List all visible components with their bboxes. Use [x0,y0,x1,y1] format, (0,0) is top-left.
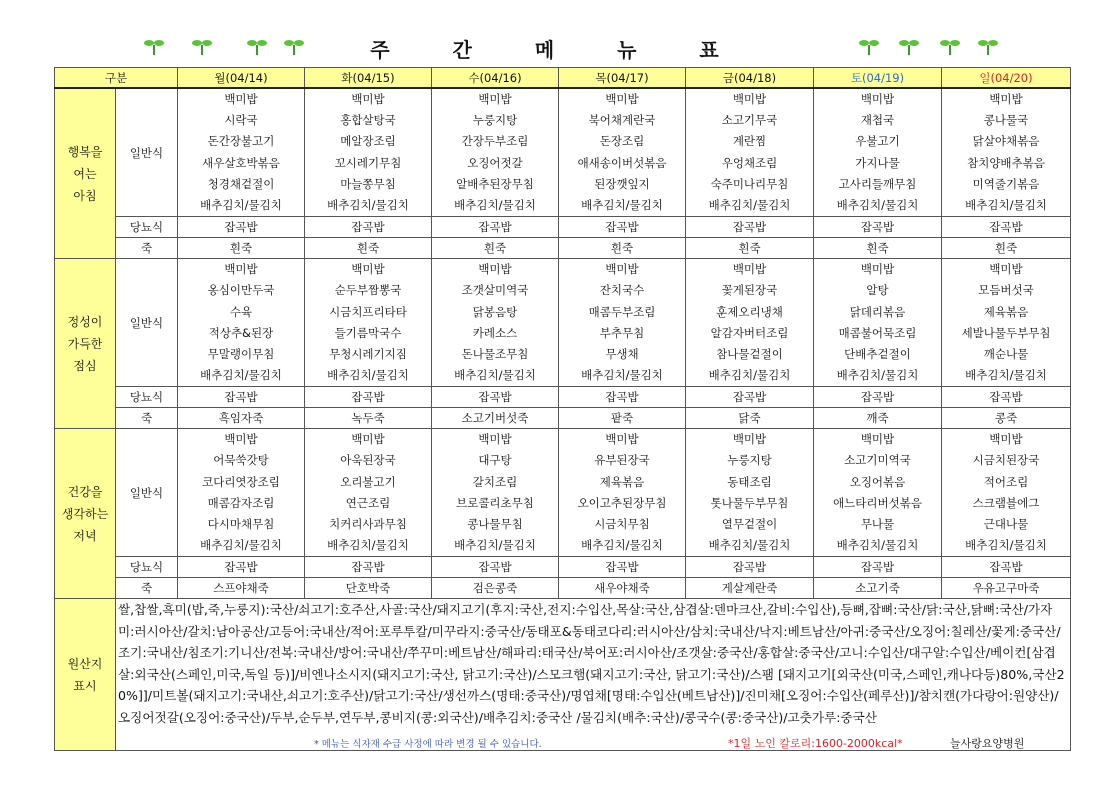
diabetic-item: 잡곡밥 [814,557,942,578]
menu-item: 백미밥 [605,262,639,277]
origin-label-line: 원산지 [67,656,103,671]
menu-item: 배추김치/물김치 [708,538,791,553]
day-menu-cell [686,429,814,557]
menu-change-note: * 메뉴는 식자재 수급 사정에 따라 변경 될 수 있습니다. [314,739,542,751]
menu-item: 대구탕 [478,453,512,468]
diabetic-item: 잡곡밥 [432,557,559,578]
diabetic-diet-label: 당뇨식 [116,387,178,408]
meal-time-label [55,259,116,429]
menu-item: 배추김치/물김치 [836,368,919,383]
menu-item: 누룽지탕 [727,453,772,468]
origin-row [55,599,1071,751]
diabetic-item: 잡곡밥 [686,387,814,408]
porridge-item: 소고기버섯죽 [432,408,559,429]
menu-item: 우불고기 [855,134,900,149]
menu-item: 배추김치/물김치 [327,368,409,383]
menu-item: 적어조림 [983,474,1029,489]
day-menu-cell [432,259,559,387]
menu-item: 백미밥 [860,92,895,106]
menu-item: 배추김치/물김치 [454,368,536,383]
menu-item: 꼬시레기무침 [334,155,402,170]
sprout-icon [898,36,920,56]
day-menu-cell [942,88,1071,217]
menu-item: 무말랭이무침 [207,346,275,361]
sprout-icon [191,36,213,56]
menu-item: 브로콜리초무침 [456,495,534,510]
header-row [55,68,1071,89]
origin-label-line: 표시 [73,678,97,693]
menu-item: 고사리들깨무침 [838,176,917,191]
day-header: 화(04/15) [305,68,432,89]
day-header: 월(04/14) [178,68,305,89]
menu-item: 적상추&된장 [208,325,274,340]
menu-item: 소고기무국 [721,113,778,128]
diabetic-diet-label: 당뇨식 [116,557,178,578]
menu-item: 제육볶음 [983,304,1029,319]
general-meal-row [55,88,1071,217]
calorie-note: *1일 노인 칼로리:1600-2000kcal* [728,737,903,751]
menu-item: 새우살호박볶음 [202,155,280,170]
diabetic-item: 잡곡밥 [178,387,305,408]
meal-time-line: 아침 [73,188,97,203]
menu-item: 참치양배추볶음 [967,155,1045,170]
menu-item: 우엉채조림 [721,155,778,170]
meal-time-line: 여는 [73,166,97,181]
menu-item: 백미밥 [605,432,639,447]
menu-item: 백미밥 [224,432,258,447]
meal-time-line: 저녁 [73,528,97,543]
menu-item: 백미밥 [860,432,895,447]
menu-item: 계란찜 [732,134,767,149]
general-meal-row [55,429,1071,557]
meal-time-line: 행복을 [67,144,103,159]
menu-item: 숙주미나리무침 [710,176,789,191]
menu-item: 배추김치/물김치 [454,538,536,553]
sprout-icon [143,36,165,56]
day-menu-cell [305,88,432,217]
menu-item: 메알장조림 [340,134,396,149]
menu-item: 미역줄기볶음 [972,176,1040,191]
menu-item: 오징어볶음 [849,474,906,489]
category-header: 구분 [55,68,178,89]
day-menu-cell [178,429,305,557]
general-diet-label: 일반식 [116,88,178,217]
diabetic-item: 잡곡밥 [942,217,1071,238]
day-menu-cell [686,259,814,387]
menu-item: 깨순나물 [983,346,1029,361]
menu-item: 닭봉음탕 [472,304,518,319]
origin-content [116,599,1071,751]
menu-item: 모듬버섯국 [978,283,1034,298]
menu-item: 순두부짬뽕국 [334,283,402,298]
general-diet-label: 일반식 [116,429,178,557]
day-header-saturday: 토(04/19) [814,68,942,89]
menu-item: 백미밥 [732,262,767,277]
menu-item: 백미밥 [989,92,1023,106]
menu-item: 백미밥 [605,92,639,106]
menu-item: 다시마채무침 [207,517,275,531]
porridge-item: 콩죽 [942,408,1071,429]
menu-item: 알감자버터조림 [710,325,789,340]
menu-item: 닭살야채볶음 [972,134,1040,149]
meal-time-label [55,88,116,259]
menu-item: 톳나물두부무침 [710,495,789,510]
sprout-icon [939,36,961,56]
diabetic-item: 잡곡밥 [432,217,559,238]
menu-item: 배추김치/물김치 [708,368,791,383]
menu-item: 애느타리버섯볶음 [833,495,922,510]
menu-item: 마늘쫑무침 [340,176,396,191]
menu-item: 시금치프리타타 [329,304,407,319]
diabetic-item: 잡곡밥 [432,387,559,408]
porridge-item: 흰죽 [178,238,305,259]
menu-item: 백미밥 [732,432,767,447]
day-menu-cell [686,88,814,217]
menu-item: 백미밥 [351,432,385,447]
menu-item: 백미밥 [351,262,385,277]
origin-text: 쌀,찹쌀,흑미(밥,죽,누룽지):국산/쇠고기:호주산,사골:국산/돼지고기(후지:국산,전지:수입산,목살:국산,삼겹살:덴마크산,갈비:수입산),등뼈,잡뼈:국산/닭:국산,닭뼈:국산/가자미:러시아산/갈치:남아공산/고등어:국내산/적어:포루투칼/미꾸라지:중국산/동태포&동태코다리:러시아산/삼치:국내산/낙지:베트남산/아귀:중국산/오징어:칠레산/꽃게:중국산/조기:국내산/침조기:기니산/전복:국내산/방어:국내산/쭈꾸미:베트남산/해파리:태국산/북어포:러시아산/조갯살:중국산/홍합살:중국산/고니:수입산/대구알:수입산/베이컨[삼겹살:외국산(스페인,미국,독일 등)]/비엔나소시지(돼지고기:국산, 닭고기:국산)/스모크햄(돼지고기:국산, 닭고기:국산)/스팸 [돼지고기[외국산(미국,스페인,캐나다등)80%,국산20%]]/미트볼(돼지고기:국내산,쇠고기:호주산)/닭고기:국산/생선까스(명태:중국산)/명엽채[명태:수입산(베트남산)]/진미채[오징어:수입산(페루산)]/참치캔(가다랑어:원양산)/오징어젓갈(오징어:중국산)/두부,순두부,연두부,콩비지(콩:외국산)/배추김치:중국산 /물김치(배추:국산)/콩국수(콩:중국산)/고춧가루:중국산 [118,602,1065,725]
menu-item: 알탕 [866,283,889,298]
meal-time-line: 가득한 [67,336,103,351]
menu-item: 백미밥 [478,92,512,106]
porridge-diet-label: 죽 [116,408,178,429]
menu-item: 배추김치/물김치 [327,538,409,553]
menu-item: 매콤불어묵조림 [838,325,917,340]
menu-item: 카레소스 [472,325,518,340]
diabetic-item: 잡곡밥 [559,217,686,238]
page-title: 주 간 메 뉴 표 [370,38,747,62]
meal-time-line: 생각하는 [61,506,109,521]
menu-item: 간장두부조림 [461,134,529,149]
menu-item: 시락국 [224,113,258,128]
menu-item: 돈간장불고기 [207,134,275,149]
menu-item: 무나물 [860,517,895,531]
day-menu-cell [942,429,1071,557]
menu-item: 아욱된장국 [340,453,396,468]
sprout-icon [977,36,999,56]
menu-item: 코다리엿장조림 [202,474,280,489]
menu-item: 알배추된장무침 [456,176,534,191]
menu-item: 시금치된장국 [972,453,1040,468]
day-menu-cell [305,429,432,557]
menu-item: 오이고추된장무침 [577,495,667,510]
day-menu-cell [814,88,942,217]
porridge-diet-label: 죽 [116,578,178,599]
porridge-item: 소고기죽 [814,578,942,599]
menu-item: 옹심이만두국 [207,283,275,298]
menu-item: 백미밥 [224,262,258,277]
menu-body [55,68,1071,751]
footer [118,728,1068,750]
menu-item: 된장깻잎지 [594,176,650,191]
menu-item: 재첩국 [860,113,895,128]
general-diet-label: 일반식 [116,259,178,387]
porridge-item: 스프야채죽 [178,578,305,599]
diabetic-item: 잡곡밥 [814,387,942,408]
diabetic-item: 잡곡밥 [178,557,305,578]
sprout-icon [858,36,880,56]
menu-item: 꽃게된장국 [721,283,778,298]
menu-item: 홍합살탕국 [340,113,396,128]
porridge-meal-row [55,578,1071,599]
menu-item: 열무겉절이 [721,517,778,531]
diabetic-meal-row [55,387,1071,408]
menu-item: 제육볶음 [599,474,645,489]
menu-item: 백미밥 [351,92,385,106]
diabetic-item: 잡곡밥 [305,557,432,578]
menu-item: 배추김치/물김치 [581,197,663,212]
menu-item: 돈나물조무침 [461,346,529,361]
meal-time-label [55,429,116,599]
day-menu-cell [559,429,686,557]
menu-item: 단배추겉절이 [844,346,911,361]
menu-item: 시금치무침 [594,517,650,531]
menu-item: 가지나물 [855,155,900,170]
porridge-item: 닭죽 [686,408,814,429]
diabetic-item: 잡곡밥 [178,217,305,238]
meal-time-line: 점심 [73,358,97,373]
menu-item: 매콤감자조림 [207,495,275,510]
diabetic-item: 잡곡밥 [686,557,814,578]
menu-item: 갈치조림 [472,474,518,489]
porridge-item: 흰죽 [432,238,559,259]
menu-item: 배추김치/물김치 [200,538,282,553]
porridge-meal-row [55,238,1071,259]
menu-item: 오리불고기 [340,474,396,489]
menu-item: 오징어젓갈 [467,155,523,170]
hospital-name: 늘사랑요양병원 [950,737,1025,751]
weekly-menu-table [54,67,1071,751]
diabetic-item: 잡곡밥 [305,387,432,408]
porridge-item: 게살계란죽 [686,578,814,599]
day-menu-cell [814,429,942,557]
porridge-diet-label: 죽 [116,238,178,259]
menu-item: 무생채 [605,346,639,361]
menu-item: 배추김치/물김치 [581,538,663,553]
day-header: 수(04/16) [432,68,559,89]
menu-item: 배추김치/물김치 [327,197,409,212]
menu-item: 잔치국수 [599,283,645,298]
menu-item: 배추김치/물김치 [581,368,663,383]
menu-item: 수육 [229,304,253,319]
sprout-icon [283,36,305,56]
diabetic-meal-row [55,217,1071,238]
menu-item: 백미밥 [860,262,895,277]
day-header: 금(04/18) [686,68,814,89]
diabetic-item: 잡곡밥 [942,387,1071,408]
menu-item: 애새송이버섯볶음 [577,155,667,170]
menu-item: 무청시레기지짐 [329,346,407,361]
menu-item: 백미밥 [224,92,258,106]
menu-item: 들기름막국수 [334,325,402,340]
day-menu-cell [559,88,686,217]
diabetic-item: 잡곡밥 [814,217,942,238]
diabetic-item: 잡곡밥 [559,387,686,408]
menu-item: 배추김치/물김치 [836,538,919,553]
menu-item: 훈제오리냉채 [716,304,783,319]
menu-item: 콩나물국 [983,113,1029,128]
menu-item: 배추김치/물김치 [965,197,1047,212]
porridge-item: 단호박죽 [305,578,432,599]
menu-item: 콩나물무침 [467,517,523,531]
day-menu-cell [942,259,1071,387]
menu-item: 북어채계란국 [588,113,656,128]
general-meal-row [55,259,1071,387]
diabetic-item: 잡곡밥 [686,217,814,238]
sprout-icon [246,36,268,56]
day-header: 목(04/17) [559,68,686,89]
day-menu-cell [814,259,942,387]
diabetic-item: 잡곡밥 [305,217,432,238]
menu-item: 배추김치/물김치 [965,538,1047,553]
menu-item: 어묵쑥갓탕 [213,453,269,468]
day-menu-cell [178,259,305,387]
porridge-item: 흰죽 [814,238,942,259]
menu-item: 백미밥 [989,262,1023,277]
menu-item: 치커리사과무침 [329,517,407,531]
day-menu-cell [432,429,559,557]
menu-item: 배추김치/물김치 [708,197,791,212]
menu-item: 백미밥 [989,432,1023,447]
menu-item: 청경채겉절이 [207,176,275,191]
menu-item: 참나물겉절이 [716,346,783,361]
day-header-sunday: 일(04/20) [942,68,1071,89]
diabetic-item: 잡곡밥 [942,557,1071,578]
menu-item: 백미밥 [478,432,512,447]
day-menu-cell [432,88,559,217]
menu-item: 배추김치/물김치 [454,197,536,212]
menu-item: 매콤두부조림 [588,304,656,319]
diabetic-diet-label: 당뇨식 [116,217,178,238]
menu-item: 배추김치/물김치 [200,368,282,383]
menu-item: 부추무침 [599,325,645,340]
menu-item: 연근조림 [345,495,391,510]
porridge-item: 깨죽 [814,408,942,429]
menu-item: 소고기미역국 [844,453,911,468]
porridge-item: 새우야채죽 [559,578,686,599]
porridge-meal-row [55,408,1071,429]
porridge-item: 흰죽 [305,238,432,259]
day-menu-cell [559,259,686,387]
origin-label [55,599,116,751]
porridge-item: 녹두죽 [305,408,432,429]
meal-time-line: 건강을 [67,484,103,499]
menu-item: 배추김치/물김치 [836,197,919,212]
menu-item: 닭데리볶음 [849,304,906,319]
day-menu-cell [178,88,305,217]
menu-item: 근대나물 [983,517,1029,531]
menu-item: 스크램블에그 [972,495,1040,510]
menu-item: 유부된장국 [594,453,650,468]
day-menu-cell [305,259,432,387]
diabetic-meal-row [55,557,1071,578]
diabetic-item: 잡곡밥 [559,557,686,578]
menu-item: 조갯살미역국 [461,283,529,298]
porridge-item: 흰죽 [942,238,1071,259]
porridge-item: 흑임자죽 [178,408,305,429]
meal-time-line: 정성이 [67,314,103,329]
menu-item: 백미밥 [478,262,512,277]
porridge-item: 우유고구마죽 [942,578,1071,599]
menu-item: 세발나물두부무침 [961,325,1051,340]
porridge-item: 흰죽 [559,238,686,259]
porridge-item: 검은콩죽 [432,578,559,599]
menu-item: 누룽지탕 [472,113,518,128]
menu-item: 동태조림 [727,474,772,489]
menu-item: 배추김치/물김치 [200,197,282,212]
menu-item: 백미밥 [732,92,767,106]
menu-item: 배추김치/물김치 [965,368,1047,383]
porridge-item: 흰죽 [686,238,814,259]
menu-item: 돈장조림 [599,134,645,149]
porridge-item: 팥죽 [559,408,686,429]
